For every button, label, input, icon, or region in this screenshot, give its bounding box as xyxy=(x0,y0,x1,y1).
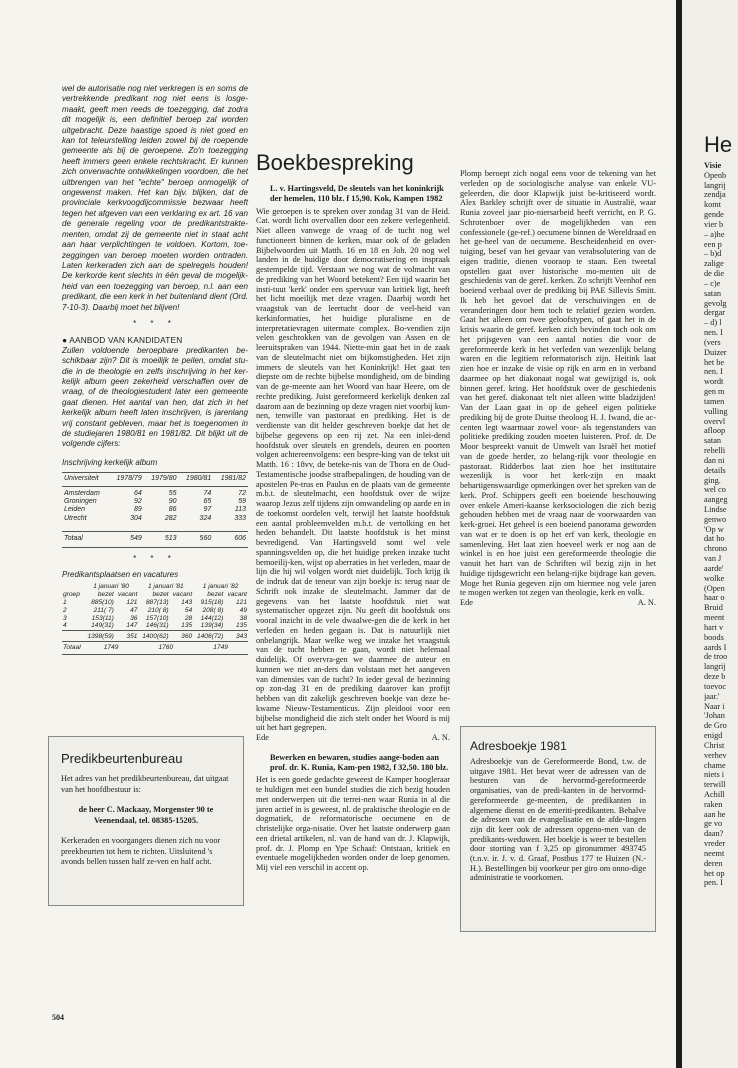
table-header: 1980/81 xyxy=(179,473,214,486)
next-page-line: de die xyxy=(704,269,725,279)
next-page-line: genwo xyxy=(704,514,727,524)
next-page-line: – b)d xyxy=(704,249,722,259)
next-page-line: aangeg xyxy=(704,495,728,505)
next-page-line: ge vo xyxy=(704,819,723,829)
next-page-line: nen. I xyxy=(704,328,723,338)
next-page-line: meent xyxy=(704,613,725,623)
review-column-2 xyxy=(460,169,656,608)
next-page-line: Duizer xyxy=(704,347,727,357)
section-divider: * * * xyxy=(133,553,177,563)
book-heading: Bewerken en bewaren, studies aange-boden aan prof. dr. K. Runia, Kam-pen 1982, f 32,50. 180 blz. xyxy=(270,752,449,772)
table-header: 1979/80 xyxy=(144,473,179,486)
box-title: Adresboekje 1981 xyxy=(470,739,567,753)
page-number: 504 xyxy=(52,1013,64,1022)
next-page-line: boods xyxy=(704,632,724,642)
next-page-line: de troo xyxy=(704,652,728,662)
next-page-line: haar o xyxy=(704,593,725,603)
next-page-line: tamen xyxy=(704,396,725,406)
next-page-line: daan? xyxy=(704,829,724,839)
table-header: 1981/82 xyxy=(213,473,248,486)
box-text: Kerkeraden en voorgangers dienen zich nu voor preekbeurten tot hem te richten. Uitsluitend 's avonds bellen tussen half ze-ven en half acht. xyxy=(61,836,221,866)
period-header: 1 januari '80 xyxy=(93,583,129,591)
table-header: 1978/79 xyxy=(109,473,144,486)
next-page-line: vulling xyxy=(704,406,728,416)
next-page-line: Openb xyxy=(704,170,727,180)
section-divider: * * * xyxy=(133,318,177,328)
table-total-row: Totaal 1749 1760 1749 xyxy=(62,642,248,655)
next-page-line: komt xyxy=(704,200,722,210)
next-page-line: aarde' xyxy=(704,563,724,573)
table-total-row: Totaal 549 513 560 606 xyxy=(62,532,248,547)
next-page-line: gen m xyxy=(704,387,725,397)
signature: Ede A. N. xyxy=(256,733,450,742)
next-page-line: langrij xyxy=(704,662,726,672)
next-page-line: nen. I xyxy=(704,367,723,377)
next-page-line: aards I xyxy=(704,642,727,652)
next-page-line: deze b xyxy=(704,672,726,682)
table-row: Amsterdam 64 55 74 72 xyxy=(64,489,246,497)
next-page-line: vier b xyxy=(704,219,724,229)
next-page-line: chrono xyxy=(704,544,728,554)
next-page-line: Visie xyxy=(704,161,722,170)
next-page-line: satan xyxy=(704,436,722,446)
next-page-line: – c)e xyxy=(704,278,721,288)
table-title: Predikantsplaatsen en vacatures xyxy=(62,570,179,580)
table-row: 1 885(10) 121 887(13) 143 915(18) 121 xyxy=(63,599,247,607)
next-page-line: details xyxy=(704,465,726,475)
next-page-line: wolke xyxy=(704,573,725,583)
next-page-line: van J xyxy=(704,554,722,564)
next-page-line: het op xyxy=(704,868,725,878)
next-page-line: een p xyxy=(704,239,722,249)
next-page-line: gende xyxy=(704,210,724,220)
next-page-line: – d) l xyxy=(704,318,722,328)
next-page-line: Naar i xyxy=(704,701,725,711)
next-page-line: niets i xyxy=(704,770,725,780)
next-page-line: enigd xyxy=(704,731,723,741)
next-page-line: deren xyxy=(704,858,723,868)
next-page-line: hart v xyxy=(704,622,724,632)
book-heading: L. v. Hartingsveld, De sleutels van het koninkrijk der hemelen, 110 blz. f 15,90. Kok, Kampen 1982 xyxy=(270,184,444,203)
enrollment-table xyxy=(62,472,248,547)
review-text: Plomp beroept zich nogal eens voor de tekening van het verleden op de sociologische analyse van enkele VU-geleerden, die door Klapwijk juist be-kritiseerd wordt. Alex Barkley schrijft over de situatie in Australië, waar Runia zoveel jaar pio-niersarbeid heeft verricht, en P. G. Schrotenboer over de mogelijkheden van een confessionele (ge-ref.) oecumene binnen de Wereldraad en het ge-heel van de oecumene. Bescheidenheid en over-tuiging, besef van het gevaar van verabsolutering van de eigen traditie, dienen vooraop te staan. Een tweetal opstellen gaat over historische mo-menten uit de geschiedenis van de geref. kerken. Zo schrijft Veenhof een boeiend verhaal over de prediking bij PAE Sillevis Smitt. Ik heb het gevoel dat de verschuivingen en de veranderingen door hem toch te relatief gezien worden. Gaat het alleen om twee geloofstypen, of gaat het in de krisis waarin de geref. kerken zich bevinden toch ook om het prijsgeven van een aantal noties die voor de gereformeerde kerk in het verleden van wezenlijk belang waren en die legitiem reformatorisch zijn. Heitink laat zien hoe er inzake de visie op rijk en arm en in verband daarmee op het diakonaat nogal wat gewijzigd is, ook binnen geref. kring. Het hoofdstuk over de geschiedenis van het geref. diakonaat telt niet alleen witte bladzijden! Van der Laan gaat in op de geheel eigen politieke prediking bij de grote Duitse theoloog H. J. Iwand, die ac-centen legt waarmaar zowel voor- als tegenstanders van politieke prediking zouden moeten luisteren. Prof. dr. De Moor bespreekt vanuit de Umwelt van Israël het motief van de goede herder, zo belang-rijk voor theologie en pastoraat. Ridderbos laat zien hoe het institutaire wezenlijk is voor het kerk-zijn en maakt behartigenswaardige opmerkingen over het spreken van de kerk. Prof. Schippers geeft een boeiende beschouwing over enkele Ameri-kaanse kerksociologen die zich bezig gehouden hebben met de vraag naar de voorwaarden van kerk-groei. Het geheel is een boeiend panorama geworden van wat er te doen is op het erf van kerk, theologie en samenleving. Het laat zien hoeveel werk er nog aan de winkel is en hoe juist een gereformeerde theologie die vanuit het hart van de Schriften wil bezig zijn in het huidige tijdsgewricht een belang-rijke bijdrage kan geven. Moge het Runia gegeven zijn om hiermee nog vele jaren te mogen werken tot zegen van theologie, kerk en volk. xyxy=(460,169,656,598)
predikbeurten-box xyxy=(48,736,244,906)
next-page-line: dat ho xyxy=(704,534,725,544)
next-page-line: Bruid xyxy=(704,603,723,613)
next-page-line: terwill xyxy=(704,780,726,790)
box-text: Adresboekje van de Gereformeerde Bond, t.w. de uitgave 1981. Het bevat weer de adressen van de besturen van de hervormd-gereformeerde organisaties, van de predi-kanten in de hervormd-gereformeerde ge-meenten, de predikanten in algemene dienst en de emeriti-predikanten. Behalve de adressen van de evangelisatie en de afde-lingen zijn dit keer ook de adressen opgeno-men van de predikants-weduwen. Het boekje is weer te bestellen door storting van f 3,25 op gironummer 493745 (t.n.v. ir. J. v. d. Graaf, Postbus 177 te Huizen (N.-H.). Bestellingen bij voorkeur per giro om onno-dige administratie te voorkomen. xyxy=(470,757,646,883)
next-page-line: wordt xyxy=(704,377,724,387)
box-title: Predikbeurtenbureau xyxy=(61,751,183,766)
next-page-line: verhev xyxy=(704,750,727,760)
intro-text: wel de autorisatie nog niet verkregen is en soms de vertrekkende predikant nog niet eens is losge-maakt, geeft men reeds de toezegging, dat zodra dit mogelijk is, een definitief beroep zal worden uitgebracht. Deze haastige spoed is niet goed en kan tot teleurstelling leiden zowel bij de roepende gemeente als bij de geroepene. Zo'n toezegging heeft immers geen enkele rechtskracht. Er kunnen zich onverwachte ontwikkelingen voordoen, die het uitbrengen van het "echte" beroep onmogelijk of ongewenst maken. Het kan bijv. blijken, dat de provinciale kerkvoogdijcommissie bezwaar heeft tegen het afgeven van een verklaring ex art. 16 van de generale regeling voor de predikantstrakte-menten, omdat zij de gemeente niet in staat acht aan haar verplichtingen te voldoen. Kortom, toe-zeggingen van beroep moeten worden ontraden. Laten kerkeraden zich aan de spelregels houden! De kerkorde kent slechts in één geval de mogelijk-heid van een toezegging van beroep, n.l. aan een predikant, die een kerk in het buitenland dient (Ord. 7-10-3). Daarbij moet het blijven! xyxy=(62,84,248,312)
vacancies-table: 1 januari '80 1 januari '81 1 januari '82 groep bezet vacant bezet vacant bezet vacant 1 885(10) 121 887(13) 143 915(18) 121 2 211( 7) 47 210( 8) 54 208( 8) 49 3 153(11) 36 157(10) 28 144(12) 38 4 149(31) 147 146(31) 135 139(34) 135 1398(59) 351 1400(62) 360 1406(72) 343 Totaal 1749 1760 1749 xyxy=(62,583,248,654)
next-page-line: zalige xyxy=(704,259,724,269)
next-page-line: raken xyxy=(704,799,723,809)
next-page-line: ging. xyxy=(704,475,721,485)
next-page-line: jaar.' xyxy=(704,691,720,701)
next-page-line: de Gro xyxy=(704,721,727,731)
table-header: Universiteit xyxy=(62,473,109,486)
next-page-line: dan ni xyxy=(704,455,725,465)
table-title: Inschrijving kerkelijk album xyxy=(62,457,158,467)
period-header: 1 januari '82 xyxy=(202,583,239,591)
signature: Ede A. N. xyxy=(460,598,656,607)
adresboekje-box xyxy=(460,726,656,932)
next-page-line: 'Op w xyxy=(704,524,724,534)
review-column-1 xyxy=(256,184,450,873)
next-page-heading: He xyxy=(704,132,733,157)
next-page-line: gevolg xyxy=(704,298,727,308)
box-text: Het adres van het predikbeurtenbureau, dat uitgaat van het hoofdbestuur is: xyxy=(61,774,229,794)
table-row: 2 211( 7) 47 210( 8) 54 208( 8) 49 xyxy=(63,606,247,614)
next-page-line: toevoc xyxy=(704,681,727,691)
table-row: 3 153(11) 36 157(10) 28 144(12) 38 xyxy=(63,614,247,622)
next-page-line: langrij xyxy=(704,180,726,190)
left-column xyxy=(62,84,248,655)
next-page-line: Achill xyxy=(704,790,725,799)
next-page-line: aan he xyxy=(704,809,726,819)
table-row: Groningen 92 90 65 59 xyxy=(64,498,246,506)
review-text: Het is een goede gedachte geweest de Kamper hoogleraar te huldigen met een bundel studies die zich bezig houden met onderwerpen uit die terrei-nen waar Runia in al die jaren actief in is geweest, nl. de praktische theologie en de dogmatiek, de reformatorische oecumene en de christelijke orga-nisatie. Over het laatste onderwerp gaan een drietal artikelen, nl. van de hand van dr. J. Klapwijk, prof. dr. J. Plomp en Ype Schaaf: Ontstaan, kritiek en eventuele mogelijkheden worden onder de loep genomen. Mij viel een verschil in accent op. xyxy=(256,775,450,872)
next-page-line: afloop xyxy=(704,426,726,436)
next-page-line: dergar xyxy=(704,308,726,318)
table-sum-row: 1398(59) 351 1400(62) 360 1406(72) 343 xyxy=(62,631,248,642)
right-page-edge xyxy=(682,0,738,1068)
next-page-line: Christ xyxy=(704,740,725,750)
next-page-line: rebelli xyxy=(704,446,726,456)
page-title: Boekbespreking xyxy=(256,150,414,175)
next-page-line: Lindse xyxy=(704,504,727,514)
next-page-line: zendja xyxy=(704,190,726,200)
next-page-column xyxy=(704,161,738,888)
next-page-line: pen. I xyxy=(704,878,723,888)
table-row: Utrecht 304 282 324 333 xyxy=(64,514,246,522)
table-row: Leiden 89 86 97 113 xyxy=(64,506,246,514)
next-page-line: satan xyxy=(704,288,722,298)
next-page-line: neemt xyxy=(704,848,725,858)
next-page-line: – a)he xyxy=(704,229,725,239)
next-page-line: wel co xyxy=(704,485,726,495)
period-header: 1 januari '81 xyxy=(147,583,184,591)
next-page-line: (Open xyxy=(704,583,725,593)
next-page-line: overvl xyxy=(704,416,726,426)
review-text: Wie geroepen is te spreken over zondag 31 van de Heid. Cat. wordt licht overvallen door een zekere verlegenheid. Niet alleen vanwege de vraag of de tucht nog wel functioneert binnen de kerken, maar ook of de geladen Bijbelwoorden uit Matth. 16 en 18 en Joh. 20 nog wel landen in de huidige door democratisering en inspraak gestempelde tijd. Verstaan we nog wat de volmacht van de prediking van het Woord betekent? Een tijd waarin het insti-tuut 'kerk' onder een spervuur van kritiek ligt, heeft het licht moeilijk met deze vragen. Daarbij wordt het vraagstuk van de leertucht door de veel-heid van kerkinformaties, het huidige pluralisme en de interpretatievragen uitermate complex. Bo-vendien zijn velen geschrokken van de gevolgen van Assen en de leeruitspraken van 1944. Niette-min gaat het in de zaak van de sleutelmacht niet om bijkomstigheden. Het zijn immers de sleutels van het Koninkrijk! Het gaat ten diepste om de rechte bijbelse mondigheid, om de binding van de ge-meente aan het Woord van haar Heere, om de rechte prediking. Juist gereformeerd kerkelijk denken zal daarom aan de bezinning op deze vragen niet voorbij kun-nen, tenwille van pastoraat en prediking. Het is de verdienste van dit helder geschreven boekje dat het de bijbelse gegevens op een rij zet. Na een inlei-dend hoofdstuk over sleutels en grendels, deuren en poorten volgen achtereenvolgens: een bespre-king van de tekst uit Matth. 16 : 18vv, de beteke-nis van de Thora en de Oud-Testamentische joodse strafbepalingen, de houding van de apostelen Pe-trus en Paulus en de plaats van de gemeente m.b.t. de sleutelmacht, een hoofdstuk over de wijze waarop Jezus zelf tijdens zijn omwandeling op aarde en in de toekomst oordelen velt, terwijl het laatste hoofdstuk een aantal probleemvelden m.b.t. de vertolking en het heden behandelt. Dit laatste hoofdstuk is het minst bevredigend. Van Hartingsveld somt wel vele spanningsvelden op, die het huidige preken inzake tucht bemoeilij-ken, wijst op aberraties in het verleden, maar de lijn die hij wil volgen wordt niet duidelijk. Toch krijg ik de indruk dat de teneur van zijn boekje is: terug naar de Schrift ook inzake de sleutelmacht. Jammer dat de gegevens van het laatste hoofdstuk niet wat systematischer opgezet zijn. Nu geeft dit hoofdstuk ons vooral inzicht in de vele dwaalwe-gen die de kerk in het verleden en heden gegaan is. Dat is natuurlijk niet onbelangrijk. Maar welke weg we inzake het vraagstuk van de tucht hebben te gaan, wordt niet helemaal duidelijk. Of overvra-gen we daarmee de auteur en kunnen we niet an-ders dan volstaan met het aangeven van dimensies van de tucht? In ieder geval de bezinning op zon-dag 31 en de prediking daarover kan profijt hebben van dit zakelijk geschreven boekje van deze be-kwame Nieuw-Testamenticus. Zijn pleidooi voor een bijbelse mondigheid die zich stelt onder het Woord is mij uit het hart gegrepen. xyxy=(256,206,450,733)
table-row: 4 149(31) 147 146(31) 135 139(34) 135 xyxy=(63,622,247,630)
next-page-line: (vers xyxy=(704,337,721,347)
section-heading: ● AANBOD VAN KANDIDATEN xyxy=(62,335,183,346)
next-page-line: chame xyxy=(704,760,726,770)
next-page-line: het be xyxy=(704,357,725,367)
next-page-line: 'Johan xyxy=(704,711,725,721)
next-page-line: vreder xyxy=(704,839,726,849)
candidates-text: Zullen voldoende beroepbare predikanten be-schikbaar zijn? Dit is moeilijk te peilen, omdat stu-die in de theologie en zelfs inschrijving in het ker-kelijk album geen zekerheid verschaffen over de vraag, of de theologiestudent later een gemeente gaat dienen. Het aantal van hen, dat zich in het kerkelijk album heeft laten inschrijven, is jarenlang vrij constant gebleven, maar het is toegenomen in de studiejaren 1980/81 en 1981/82. Dit blijkt uit de volgende cijfers: xyxy=(62,345,248,449)
box-address: de heer C. Mackaay, Morgenster 90 te Veenendaal, tel. 08385-15205. xyxy=(78,805,214,825)
